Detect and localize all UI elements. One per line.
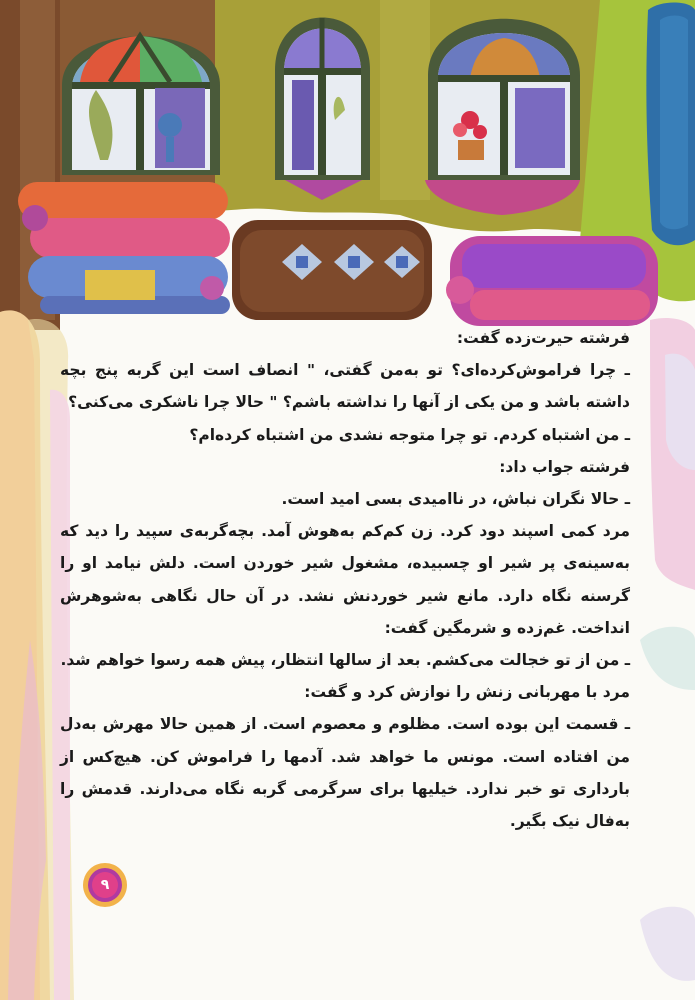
- story-line: ـ من از تو خجالت می‌کشم. بعد از سالها انتظار، پیش همه رسوا خواهم شد.: [60, 651, 630, 670]
- story-line: ـ چرا فراموش‌کرده‌ای؟ تو به‌من گفتی، " انصاف است این گربه پنج بچه داشته باشد و من یکی از آنها را نداشته باشم؟ " حالا چرا ناشکری می‌کنی؟: [60, 361, 630, 412]
- story-line: مرد با مهربانی زنش را نوازش کرد و گفت:: [304, 683, 630, 702]
- page-number: ۹: [92, 872, 118, 898]
- story-line: ـ من اشتباه کردم. تو چرا متوجه نشدی من اشتباه کرده‌ام؟: [189, 425, 630, 444]
- story-line: ـ قسمت این بوده است. مظلوم و معصوم است. از همین حالا مهرش به‌دل من افتاده است. مونس ما خواهد شد. آدمها را فراموش کن. هیچ‌کس از بارداری تو خبر ندارد. خیلیها برای سرگرمی گربه نگاه می‌دارند. قدمش را به‌فال نیک بگیر.: [60, 715, 630, 831]
- story-text: [60, 322, 630, 837]
- story-line: ـ حالا نگران نباش، در ناامیدی بسی امید است.: [281, 490, 630, 509]
- story-line: فرشته حیرت‌زده گفت:: [456, 329, 630, 347]
- story-line: فرشته جواب داد:: [499, 457, 630, 476]
- story-line: مرد کمی اسپند دود کرد. زن کم‌کم به‌هوش آمد. بچه‌گربه‌ی سپید را دید که به‌سینه‌ی پر شیر او چسبیده، مشغول شیر خوردن است. دلش نیامد او را گرسنه نگاه دارد. مانع شیر خوردنش نشد. در آن حال نگاهی به‌شوهرش انداخت. غم‌زده و شرمگین گفت:: [60, 522, 630, 637]
